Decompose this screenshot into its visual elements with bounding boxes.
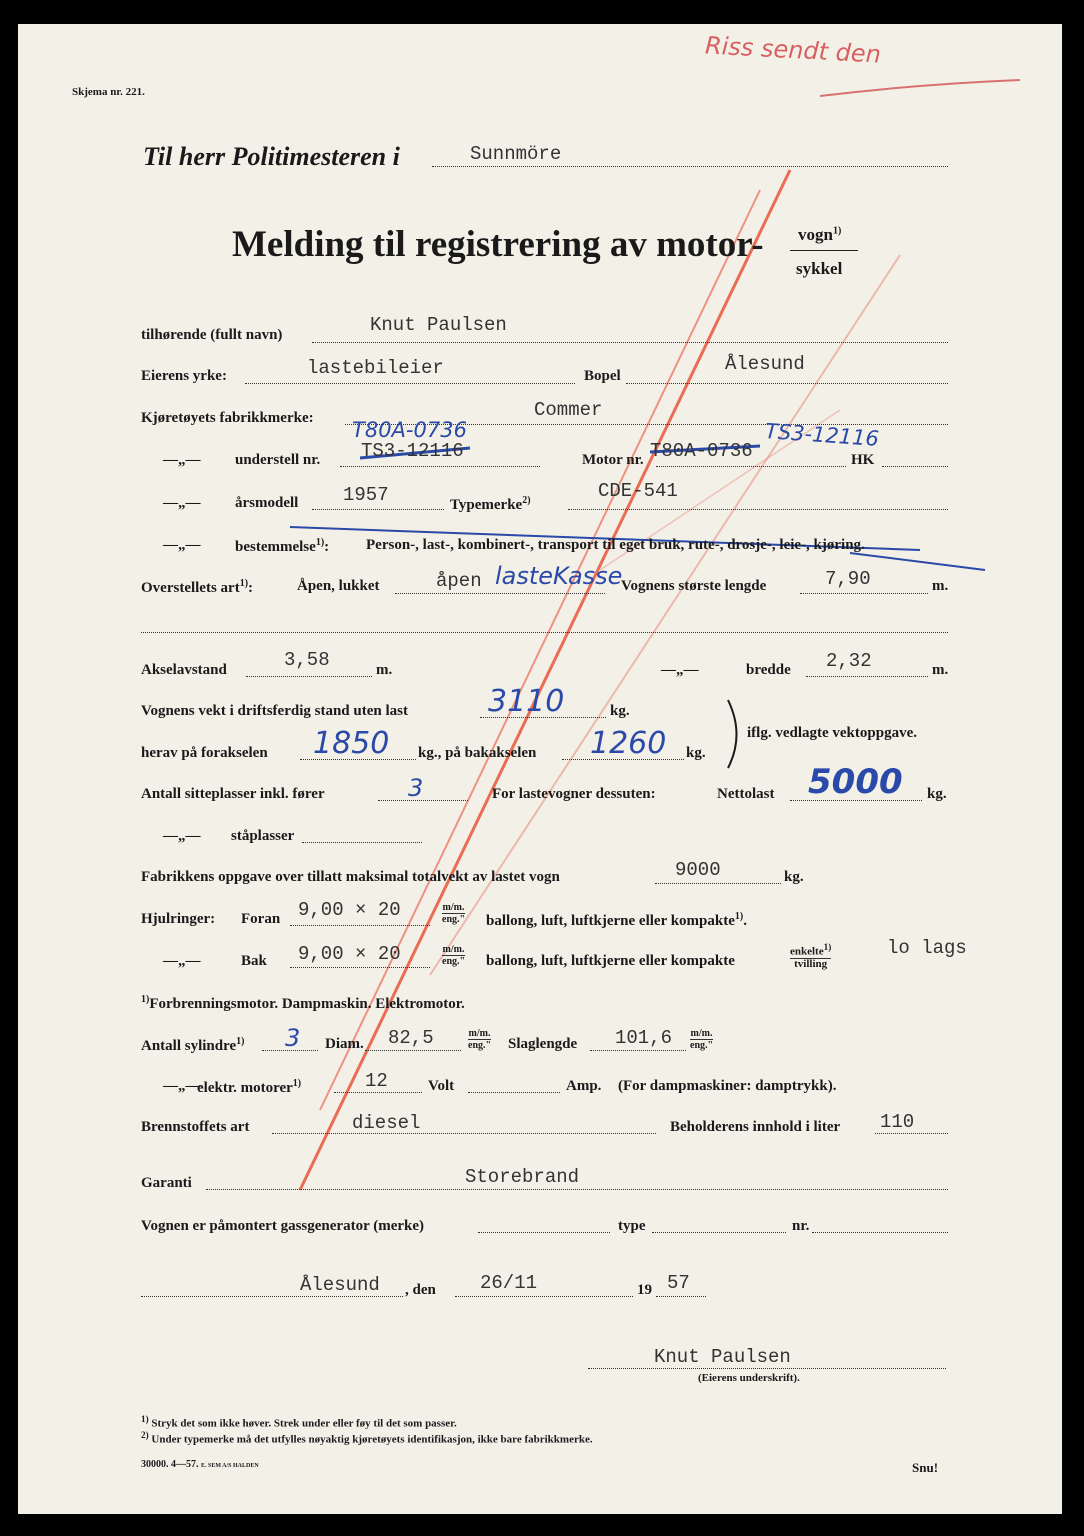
- elmotor-value: 12: [365, 1070, 388, 1092]
- chassis-label: understell nr.: [235, 452, 321, 468]
- tank-value: 110: [880, 1111, 915, 1133]
- volt-line: [468, 1092, 560, 1093]
- place-value: Ålesund: [300, 1274, 380, 1296]
- guarantee-line: [206, 1189, 948, 1190]
- tires-label: Hjulringer:: [141, 911, 216, 927]
- cyl-value: 3: [285, 1024, 301, 1052]
- make-label: Kjøretøyets fabrikkmerke:: [141, 410, 314, 426]
- schema-number: Skjema nr. 221.: [72, 86, 145, 98]
- front-axle-label: herav på forakselen: [141, 745, 268, 761]
- payload-value: 5000: [808, 762, 903, 802]
- chassis-value-typed: TS3-12116: [361, 440, 464, 462]
- length-unit: m.: [932, 578, 949, 594]
- single-twin: enkelte$^{1)}$ tvilling: [790, 942, 832, 970]
- steam-note: (For dampmaskiner: damptrykk).: [618, 1078, 837, 1094]
- type-label: Typemerke$^{2)}$: [450, 495, 531, 513]
- elmotor-line: [334, 1092, 422, 1093]
- guarantee-value: Storebrand: [465, 1166, 580, 1188]
- length-line: [800, 593, 928, 594]
- addressee-line: [432, 166, 948, 167]
- occupation-label: Eierens yrke:: [141, 368, 227, 384]
- ditto-width: —„—: [661, 662, 699, 678]
- maxweight-unit: kg.: [784, 869, 804, 885]
- length-value: 7,90: [825, 568, 871, 590]
- residence-label: Bopel: [584, 368, 621, 384]
- motor-value-handwritten: TS3-12116: [764, 419, 880, 451]
- weight-value: 3110: [488, 684, 565, 719]
- place-line: [141, 1296, 403, 1297]
- gas-type-label: type: [618, 1218, 646, 1234]
- lorry-label: For lastevogner dessuten:: [492, 786, 656, 802]
- make-value: Commer: [534, 399, 603, 421]
- payload-unit: kg.: [927, 786, 947, 802]
- weight-note: iflg. vedlagte vektoppgave.: [747, 725, 917, 741]
- purpose-label: bestemmelse$^{1)}$:: [235, 537, 330, 555]
- body-value-typed: åpen: [436, 570, 482, 592]
- fuel-value: diesel: [352, 1112, 421, 1134]
- maxweight-value: 9000: [675, 859, 721, 881]
- title-vogn: vogn$^{1)}$: [798, 225, 842, 244]
- year-value: 1957: [343, 484, 389, 506]
- tires-front-label: Foran: [241, 911, 281, 927]
- owner-label: tilhørende (fullt navn): [141, 327, 283, 343]
- occupation-value: lastebileier: [307, 357, 444, 379]
- year-prefix: 19: [637, 1282, 652, 1298]
- year-line: [312, 509, 444, 510]
- volt-label: Volt: [428, 1078, 455, 1094]
- addressee-value: Sunnmöre: [470, 143, 562, 165]
- tires-rear-value: 9,00 × 20: [298, 943, 401, 965]
- maxweight-label: Fabrikkens oppgave over tillatt maksimal totalvekt av lastet vogn: [141, 869, 560, 885]
- year-suffix: 57: [667, 1272, 690, 1294]
- body-label: Overstellets art$^{1)}$:: [141, 578, 254, 596]
- length-label: Vognens største lengde: [621, 578, 767, 594]
- year-suffix-line: [656, 1296, 706, 1297]
- type-value: CDE-541: [598, 480, 678, 502]
- stroke-value: 101,6: [615, 1027, 673, 1049]
- owner-line: [312, 342, 948, 343]
- ditto-purpose: —„—: [163, 537, 201, 553]
- stroke-label: Slaglengde: [508, 1036, 578, 1052]
- width-label: bredde: [746, 662, 791, 678]
- diam-unit: m/m. eng.": [468, 1028, 492, 1051]
- tire-types-front: ballong, luft, luftkjerne eller kompakte$^{1)}$.: [486, 911, 747, 929]
- width-unit: m.: [932, 662, 949, 678]
- stroke-line: [590, 1050, 686, 1051]
- maxweight-line: [655, 883, 781, 884]
- axle-line: [246, 676, 372, 677]
- motor-line: [656, 466, 846, 467]
- signature-line: [588, 1368, 946, 1369]
- chassis-line: [340, 466, 540, 467]
- ditto-year: —„—: [163, 495, 201, 511]
- cyl-label: Antall sylindre$^{1)}$: [141, 1036, 245, 1054]
- signature-label: (Eierens underskrift).: [698, 1372, 800, 1384]
- owner-value: Knut Paulsen: [370, 314, 507, 336]
- footnote-1: $^{1)}$ Stryk det som ikke høver. Strek under eller føy til det som passer.: [141, 1414, 457, 1430]
- tank-label: Beholderens innhold i liter: [670, 1119, 841, 1135]
- type-line: [568, 509, 948, 510]
- amp-label: Amp.: [566, 1078, 602, 1094]
- guarantee-label: Garanti: [141, 1175, 192, 1191]
- fuel-label: Brennstoffets art: [141, 1119, 250, 1135]
- printer-info: 30000. 4—57. E. SEM A/S HALDEN: [141, 1459, 259, 1470]
- body-line: [395, 593, 605, 594]
- hp-label: HK: [851, 452, 875, 468]
- gas-line: [478, 1232, 610, 1233]
- tires-rear-label: Bak: [241, 953, 267, 969]
- blank-line: [141, 632, 948, 633]
- title-fraction-bar: [790, 250, 858, 251]
- addressee-label: Til herr Politimesteren i: [143, 142, 400, 171]
- gas-no-line: [812, 1232, 948, 1233]
- date-label: , den: [405, 1282, 436, 1298]
- tire-types-rear: ballong, luft, luftkjerne eller kompakte: [486, 953, 735, 969]
- weight-unit: kg.: [610, 703, 630, 719]
- date-value: 26/11: [480, 1272, 538, 1294]
- axle-unit: m.: [376, 662, 393, 678]
- axle-value: 3,58: [284, 649, 330, 671]
- footnote-2: $^{2)}$ Under typemerke må det utfylles nøyaktig kjøretøyets identifikasjon, ikke bare fabrikkmerke.: [141, 1430, 593, 1446]
- tires-front-value: 9,00 × 20: [298, 899, 401, 921]
- front-axle-value: 1850: [313, 726, 390, 761]
- gas-type-line: [652, 1232, 786, 1233]
- tank-line: [875, 1133, 948, 1134]
- diam-label: Diam.: [325, 1036, 364, 1052]
- stamp-note: Riss sendt den: [704, 31, 882, 69]
- rear-axle-label: kg., på bakakselen: [418, 745, 537, 761]
- year-label: årsmodell: [235, 495, 299, 511]
- rear-axle-unit: kg.: [686, 745, 706, 761]
- tires-front-line: [290, 925, 430, 926]
- width-value: 2,32: [826, 650, 872, 672]
- ply-value: lo lags: [887, 937, 967, 959]
- body-options: Åpen, lukket: [297, 578, 380, 594]
- form-title: Melding til registrering av motor-: [232, 224, 764, 265]
- standing-line: [302, 842, 422, 843]
- signature-value: Knut Paulsen: [654, 1346, 791, 1368]
- date-line: [455, 1296, 633, 1297]
- fuel-line: [272, 1133, 656, 1134]
- seats-value: 3: [408, 774, 424, 802]
- tires-front-unit: m/m. eng.": [442, 902, 466, 925]
- rear-axle-value: 1260: [590, 726, 667, 761]
- gas-label: Vognen er påmontert gassgenerator (merke): [141, 1218, 425, 1234]
- body-value-handwritten: lasteKasse: [495, 562, 623, 590]
- ditto-chassis: —„—: [163, 452, 201, 468]
- payload-label: Nettolast: [717, 786, 775, 802]
- gas-no-label: nr.: [792, 1218, 810, 1234]
- axle-label: Akselavstand: [141, 662, 227, 678]
- weight-label: Vognens vekt i driftsferdig stand uten last: [141, 703, 408, 719]
- title-sykkel: sykkel: [796, 259, 843, 278]
- diam-line: [365, 1050, 461, 1051]
- turn-over: Snu!: [912, 1460, 939, 1475]
- tires-rear-line: [290, 967, 430, 968]
- seats-label: Antall sitteplasser inkl. fører: [141, 786, 325, 802]
- elmotor-label: elektr. motorer$^{1)}$: [197, 1078, 302, 1096]
- stroke-unit: m/m. eng.": [690, 1028, 714, 1051]
- chassis-value-handwritten: T80A-0736: [352, 418, 467, 442]
- occupation-line: [245, 383, 575, 384]
- engine-types: $^{1)}$Forbrenningsmotor. Dampmaskin. Elektromotor.: [141, 994, 465, 1012]
- motor-value-typed: T80A-0736: [650, 440, 753, 462]
- tires-rear-unit: m/m. eng.": [442, 944, 466, 967]
- motor-label: Motor nr.: [582, 452, 644, 468]
- standing-label: ståplasser: [231, 828, 295, 844]
- ditto-tires-rear: —„—: [163, 953, 201, 969]
- residence-line: [626, 383, 948, 384]
- width-line: [806, 676, 928, 677]
- ditto-electric: —„—: [163, 1078, 201, 1094]
- residence-value: Ålesund: [725, 353, 805, 375]
- purpose-options: Person-, last-, kombinert-, transport til eget bruk, rute-, drosje-, leie-, kjøring.: [366, 537, 865, 553]
- hp-line: [882, 466, 948, 467]
- ditto-standing: —„—: [163, 828, 201, 844]
- diam-value: 82,5: [388, 1027, 434, 1049]
